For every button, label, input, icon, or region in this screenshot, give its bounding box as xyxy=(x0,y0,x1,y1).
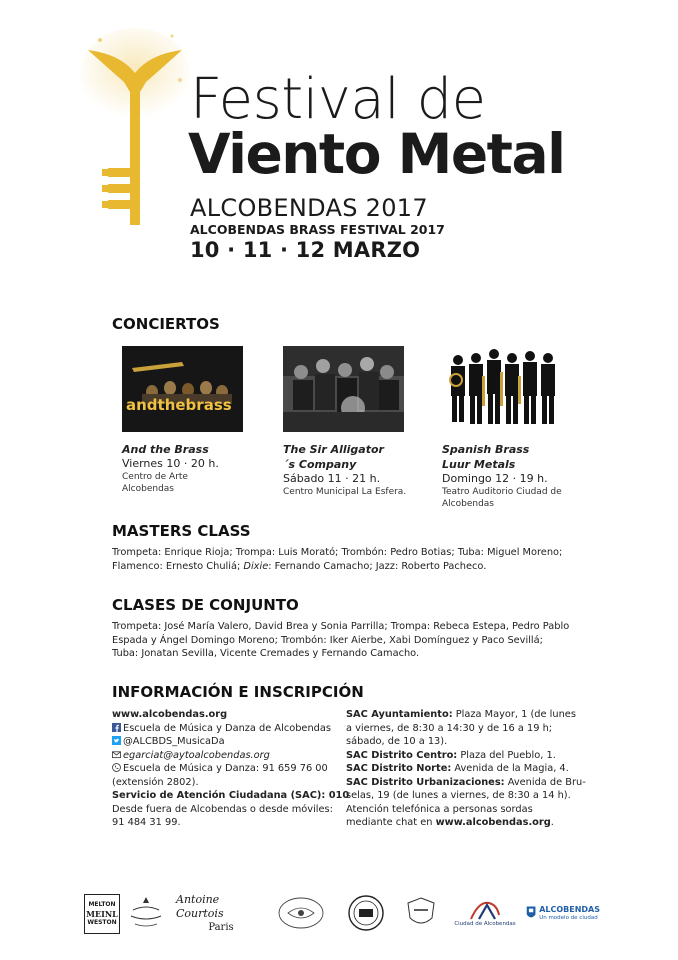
sac-ayuntamiento-row xyxy=(346,708,576,722)
phone-row xyxy=(112,762,342,776)
facebook-text[interactable]: Escuela de Música y Danza de Alcobendas xyxy=(123,722,331,734)
trumpet-logo xyxy=(80,18,195,268)
concert-card-2 xyxy=(283,442,423,498)
sac-ayuntamiento-text-2: a viernes, de 8:30 a 14:30 y de 16 a 19 h; xyxy=(346,722,553,734)
facebook-row xyxy=(112,722,342,736)
sponsor-melton-text: MELTON xyxy=(88,901,116,908)
sac-norte-row xyxy=(346,762,576,776)
concert-card-3 xyxy=(442,442,582,510)
sordas-line-2-row xyxy=(346,816,576,830)
sponsor-logo-2 xyxy=(125,893,167,933)
sac-ayuntamiento-label: SAC Ayuntamiento: xyxy=(346,709,453,720)
sac-line-1: Desde fuera de Alcobendas o desde móviles: xyxy=(112,803,333,815)
concert-image-and-the-brass xyxy=(122,346,243,432)
sponsor-seal-icon xyxy=(342,894,390,932)
masters-text-b: : Fernando Camacho; Jazz: Roberto Pacheco. xyxy=(268,560,487,572)
sponsor-melton-meinl-weston xyxy=(84,894,120,934)
concert-name: The Sir Alligator´s Company xyxy=(283,443,384,471)
sac-centro-text: Plaza del Pueblo, 1. xyxy=(457,749,556,761)
sponsor-meinl-text: MEINL xyxy=(86,909,118,919)
city-year: ALCOBENDAS 2017 xyxy=(190,194,428,222)
sordas-line-2: mediante chat en xyxy=(346,817,436,828)
info-right-column xyxy=(346,708,586,830)
phone-icon xyxy=(112,763,121,772)
sordas-web-link[interactable]: www.alcobendas.org xyxy=(435,817,551,828)
sponsor-ciudad-alcobendas xyxy=(454,893,516,933)
sponsor-ciudad-icon xyxy=(465,899,505,921)
twitter-icon xyxy=(112,736,121,745)
email-text[interactable]: egarciat@aytoalcobendas.org xyxy=(123,749,270,761)
concert-venue: Teatro Auditorio Ciudad de Alcobendas xyxy=(442,487,562,509)
concert-image-spanish-brass xyxy=(442,346,563,432)
title-line-2: Viento Metal xyxy=(188,122,565,186)
sponsor-weston-text: WESTON xyxy=(87,919,117,926)
twitter-text[interactable]: @ALCBDS_MusicaDa xyxy=(123,736,225,747)
sponsor-emblem-icon xyxy=(125,894,167,932)
sponsor-alcobendas-text: ALCOBENDAS xyxy=(539,904,600,914)
mail-icon xyxy=(112,750,121,759)
sponsor-logo-4 xyxy=(276,893,326,933)
twitter-row xyxy=(112,735,342,749)
sac-ayuntamiento-text-3: sábado, de 10 a 13). xyxy=(346,736,448,747)
sac-centro-label: SAC Distrito Centro: xyxy=(346,749,458,761)
sac-norte-label: SAC Distrito Norte: xyxy=(346,763,452,774)
sac-urbanizaciones-row xyxy=(346,776,586,790)
phone-text: Escuela de Música y Danza: 91 659 76 00 xyxy=(123,763,328,774)
concert-name: And the Brass xyxy=(122,443,209,456)
masters-text-a: Trompeta: Enrique Rioja; Trompa: Luis Morató; Trombón: Pedro Botias; Tuba: Miguel Moreno; Flamenco: Ernesto Chuliá; xyxy=(112,547,563,572)
concert-card-1 xyxy=(122,442,262,495)
sac-urbanizaciones-text-1: Avenida de Bru- xyxy=(504,776,586,788)
clases-text: Trompeta: José María Valero, David Brea y Sonia Parrilla; Trompa: Rebeca Estepa, Pedro Pablo Espada y Ángel Domingo Moreno; Trombón: Iker Aierbe, Xabi Domínguez y Paco Sevillá; Tuba: Jonatan Sevilla, Vicente Cremades y Fernando Camacho. xyxy=(112,621,570,659)
masters-text xyxy=(112,546,572,573)
concert-date: Viernes 10 · 20 h. xyxy=(122,457,219,470)
concert-date: Sábado 11 · 21 h. xyxy=(283,472,381,485)
sordas-line-1: Atención telefónica a personas sordas xyxy=(346,803,533,815)
sac-ayuntamiento-text-1: Plaza Mayor, 1 (de lunes xyxy=(452,709,576,720)
sponsor-ayuntamiento-alcobendas xyxy=(526,893,600,933)
clases-title: CLASES DE CONJUNTO xyxy=(112,596,299,614)
facebook-icon xyxy=(112,723,121,732)
sordas-end: . xyxy=(550,817,554,828)
sac-urbanizaciones-label: SAC Distrito Urbanizaciones: xyxy=(346,776,505,788)
concert-venue: Centro de Arte Alcobendas xyxy=(122,472,188,494)
festival-subtitle: ALCOBENDAS BRASS FESTIVAL 2017 xyxy=(190,222,445,237)
sponsor-antoine-courtois xyxy=(176,893,266,933)
sac-urbanizaciones-text-2: selas, 19 (de lunes a viernes, de 8:30 a 14 h). xyxy=(346,790,571,801)
conciertos-title: CONCIERTOS xyxy=(112,315,220,333)
concert-date: Domingo 12 · 19 h. xyxy=(442,472,548,485)
info-left-column xyxy=(112,708,350,830)
info-title: INFORMACIÓN E INSCRIPCIÓN xyxy=(112,683,364,701)
sponsor-logo-6 xyxy=(404,893,438,933)
sac-label: Servicio de Atención Ciudadana (SAC): 010 xyxy=(112,790,350,801)
sponsor-paris-text: Paris xyxy=(208,921,234,933)
sponsor-courtois-text: Antoine Courtois xyxy=(176,892,224,920)
concert-name: Spanish Brass Luur Metals xyxy=(442,443,530,471)
sponsor-logo-5 xyxy=(342,893,390,933)
festival-dates: 10 · 11 · 12 MARZO xyxy=(190,238,421,262)
concert-venue: Centro Municipal La Esfera. xyxy=(283,487,407,497)
title-line-1: Festival de xyxy=(190,67,486,132)
concert-image-sir-alligator xyxy=(283,346,404,432)
email-row xyxy=(112,749,342,763)
coat-of-arms-icon xyxy=(526,903,536,923)
sponsor-ciudad-text: Ciudad de Alcobendas xyxy=(454,920,516,927)
masters-text-dixie: Dixie xyxy=(243,560,269,572)
phone-extension: (extensión 2802). xyxy=(112,776,199,788)
sac-norte-text: Avenida de la Magia, 4. xyxy=(451,763,569,774)
sponsor-shield-icon xyxy=(404,896,438,930)
sponsor-ornament-icon xyxy=(276,895,326,931)
sponsor-modelo-ciudad-text: Un modelo de ciudad xyxy=(539,914,598,921)
masters-title: MASTERS CLASS xyxy=(112,522,251,540)
web-link[interactable]: www.alcobendas.org xyxy=(112,709,228,720)
sac-centro-row xyxy=(346,749,576,763)
sac-line-2: 91 484 31 99. xyxy=(112,817,181,828)
and-the-brass-logo: andthebrass xyxy=(126,396,232,414)
